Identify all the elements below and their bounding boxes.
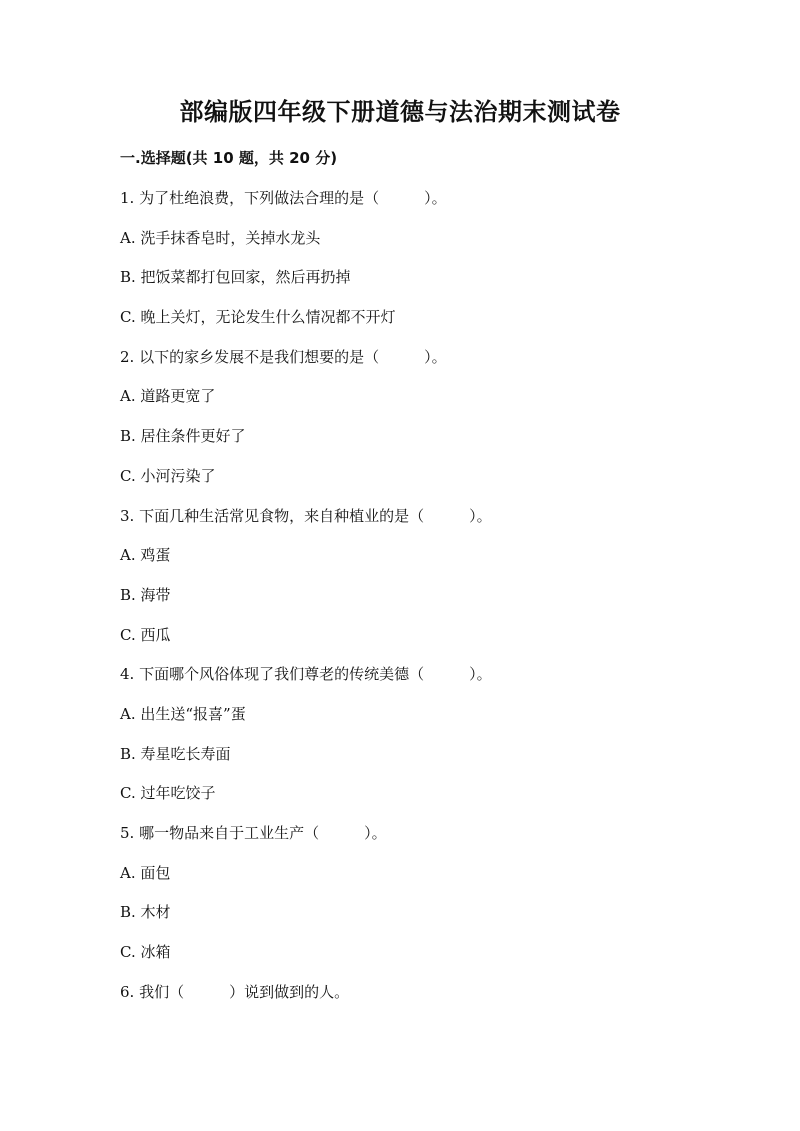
- question-stem: 3. 下面几种生活常见食物，来自种植业的是（ ）。: [120, 506, 492, 525]
- option-item: B. 居住条件更好了: [120, 427, 246, 446]
- question-stem: 6. 我们（ ）说到做到的人。: [120, 982, 350, 1001]
- question-stem: 2. 以下的家乡发展不是我们想要的是（ ）。: [120, 347, 447, 366]
- option-item: A. 道路更宽了: [120, 387, 216, 406]
- option-item: C. 过年吃饺子: [120, 784, 216, 803]
- option-item: A. 鸡蛋: [120, 546, 171, 565]
- option-item: A. 面包: [120, 863, 171, 882]
- question-stem: 5. 哪一物品来自于工业生产（ ）。: [120, 824, 387, 842]
- option-item: B. 把饭菜都打包回家，然后再扔掉: [120, 268, 351, 287]
- option-item: C. 冰箱: [120, 943, 171, 962]
- option-item: B. 海带: [120, 585, 171, 604]
- option-item: B. 木材: [120, 903, 171, 922]
- option-item: A. 洗手抹香皂时，关掉水龙头: [120, 228, 321, 247]
- page-title: 部编版四年级下册道德与法治期末测试卷: [179, 98, 621, 126]
- section-heading: 一.选择题(共 10 题，共 20 分): [120, 149, 338, 167]
- option-item: B. 寿星吃长寿面: [120, 744, 231, 763]
- option-item: C. 小河污染了: [120, 466, 216, 485]
- option-item: A. 出生送“报喜”蛋: [120, 704, 246, 723]
- option-item: C. 西瓜: [120, 625, 171, 644]
- question-stem: 1. 为了杜绝浪费，下列做法合理的是（ ）。: [120, 189, 447, 207]
- option-item: C. 晚上关灯，无论发生什么情况都不开灯: [120, 308, 396, 327]
- question-list: [120, 186, 720, 1019]
- question-stem: 4. 下面哪个风俗体现了我们尊老的传统美德（ ）。: [120, 665, 492, 684]
